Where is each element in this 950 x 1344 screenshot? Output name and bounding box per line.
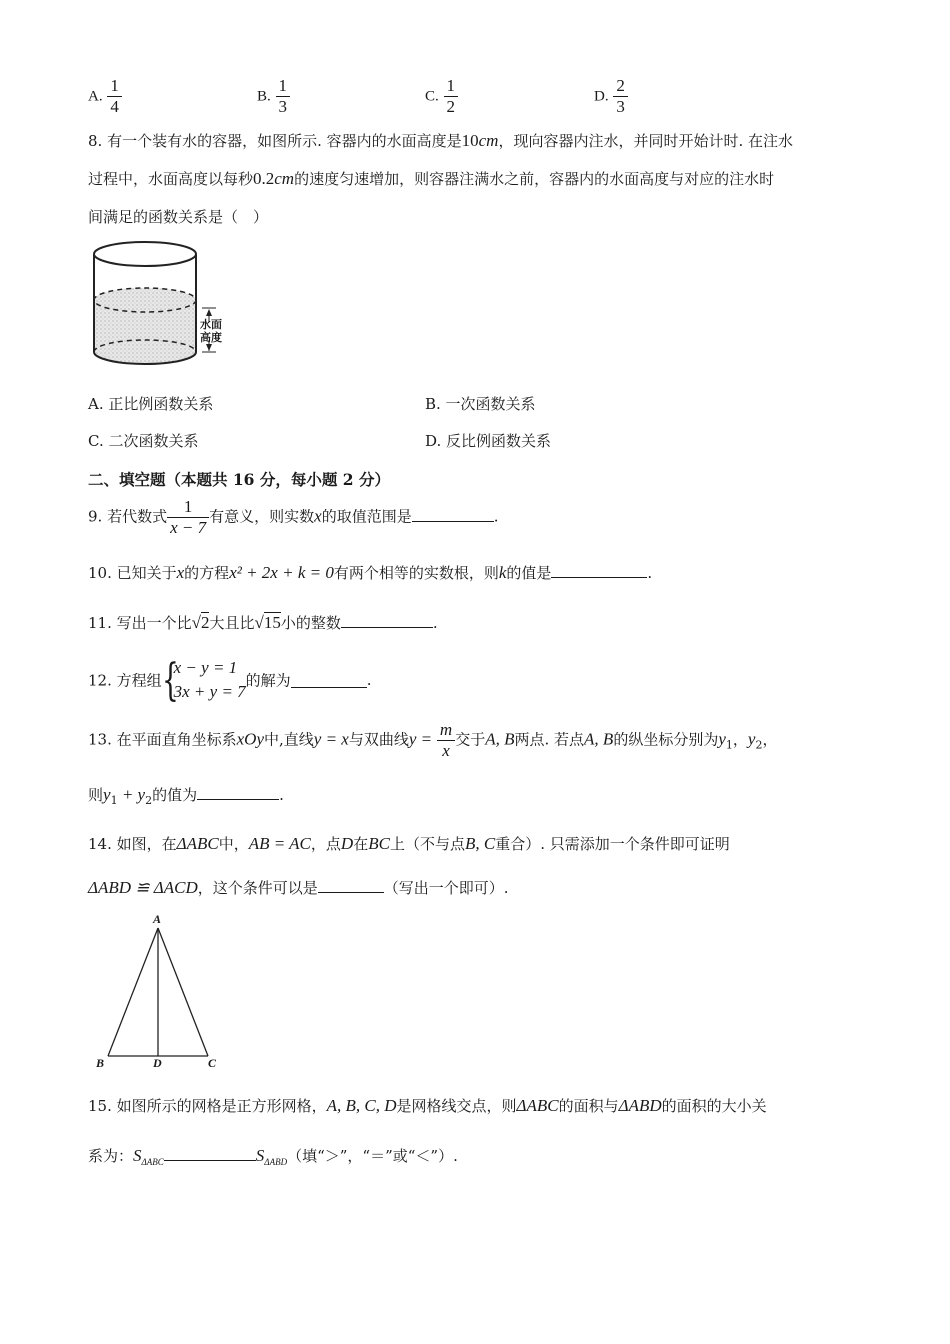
answer-blank[interactable] <box>551 563 647 578</box>
text: 的速度匀速增加，则容器注满水之前，容器内的水面高度与对应的注水时 <box>294 170 775 188</box>
container-figure <box>88 240 258 380</box>
unit: cm <box>478 131 499 150</box>
answer-blank[interactable] <box>341 613 433 628</box>
variable: x <box>176 563 185 582</box>
equation: 3x + y = 7 <box>173 682 246 701</box>
text: 11. 写出一个比 <box>88 614 192 632</box>
text: （写出一个即可）. <box>383 879 509 897</box>
math: xOy <box>236 729 264 749</box>
math: ΔABC <box>516 1096 559 1115</box>
math: B, C <box>464 834 496 853</box>
text: （填“＞”，“＝”或“＜”）. <box>287 1147 458 1165</box>
text: 的取值范围是 <box>321 507 412 526</box>
q8-line-3: 间满足的函数关系是（ ） <box>88 208 269 226</box>
vertex-label-d: D <box>153 1056 162 1070</box>
value: 10 <box>461 131 479 150</box>
radicand: 2 <box>200 613 210 632</box>
math: ΔABC <box>176 834 219 853</box>
subscript: 1 <box>725 738 733 752</box>
math: A, B <box>584 729 614 749</box>
text: 15. 如图所示的网格是正方形网格， <box>88 1097 327 1115</box>
question-10: 10. 已知关于x的方程x² + 2x + k = 0有两个相等的实数根，则k的值是 . <box>88 563 653 582</box>
math: y <box>103 785 111 804</box>
q8-option-c: C. 二次函数关系 <box>88 432 199 450</box>
unit: cm <box>274 169 295 188</box>
label-line: 水面 <box>200 318 222 331</box>
text: 有意义，则实数 <box>209 507 315 526</box>
math: BC <box>368 834 390 853</box>
math: ΔABD <box>618 1096 662 1115</box>
fraction: $\frac{1}{x - 7}$ <box>167 497 209 538</box>
text: 14. 如图，在 <box>88 835 177 853</box>
text: 的值为 <box>152 786 198 804</box>
triangle-figure <box>90 912 230 1077</box>
answer-blank[interactable] <box>197 785 279 800</box>
text: ，点 <box>310 835 341 853</box>
math: D <box>340 834 354 853</box>
subscript: 1 <box>110 794 118 807</box>
math: ΔABD ≌ ΔACD <box>88 878 198 897</box>
question-9: 9. 若代数式 $\frac{1}{x - 7}$ 有意义，则实数x的取值范围是 . <box>88 497 499 537</box>
text: 交于 <box>455 730 486 749</box>
q8-option-d: D. 反比例函数关系 <box>425 432 552 450</box>
text: 重合）. 只需添加一个条件即可证明 <box>495 835 730 853</box>
q8-line-2 <box>88 168 774 189</box>
sqrt: √2 <box>191 613 210 632</box>
q8-option-a: A. 正比例函数关系 <box>88 395 214 413</box>
math: y <box>718 729 726 749</box>
fraction: $\frac{1}{4}$ <box>107 76 122 117</box>
answer-blank[interactable] <box>164 1146 256 1161</box>
q7-option-d <box>594 76 628 117</box>
question-13-line-1: 13. 在平面直角坐标系xOy中,直线y = x与双曲线y = $\frac{m}{x}$ 交于A, B两点. 若点A, B的纵坐标分别为$y_1$，$y_2$， <box>88 720 778 760</box>
math: y = x <box>313 729 349 749</box>
text: 的面积的大小关 <box>661 1097 767 1115</box>
q7-option-letter: C. <box>425 88 439 105</box>
text: 的面积与 <box>558 1097 619 1115</box>
text: ，现向容器内注水，并同时开始计时. 在注水 <box>498 132 793 150</box>
text: 则 <box>88 786 104 804</box>
value: 0.2 <box>253 169 275 188</box>
fraction: $\frac{2}{3}$ <box>613 76 628 117</box>
fraction: $\frac{1}{3}$ <box>276 76 291 117</box>
text: 9. 若代数式 <box>88 507 168 526</box>
math: y = <box>408 729 433 749</box>
fraction: $\frac{m}{x}$ <box>437 720 455 761</box>
math: AB = AC <box>248 834 311 853</box>
question-11: 11. 写出一个比√2大且比√15小的整数 . <box>88 613 438 632</box>
vertex-label-a: A <box>153 912 162 926</box>
math: y <box>747 729 756 749</box>
text: 中， <box>218 835 249 853</box>
equation: x² + 2x + k = 0 <box>229 563 334 582</box>
text: 大且比 <box>209 614 255 632</box>
subscript: ΔABD <box>264 1157 288 1167</box>
answer-blank[interactable] <box>412 507 494 522</box>
text: ，这个条件可以是 <box>197 879 318 897</box>
text: 过程中，水面高度以每秒 <box>88 170 254 188</box>
text: 系为： <box>88 1147 134 1165</box>
text: 的值是 <box>506 564 552 582</box>
text: 的方程 <box>184 564 230 582</box>
question-12: 12. 方程组 { x − y = 1 3x + y = 7 的解为 . <box>88 655 372 706</box>
vertex-label-c: C <box>208 1056 217 1070</box>
math: S <box>255 1146 265 1165</box>
question-14-line-2 <box>88 877 509 898</box>
q8-option-b: B. 一次函数关系 <box>425 395 536 413</box>
radicand: 15 <box>263 613 281 632</box>
sqrt: √15 <box>254 613 281 632</box>
text: 的纵坐标分别为 <box>613 730 719 749</box>
q7-option-letter: B. <box>257 88 271 105</box>
text: 8. 有一个装有水的容器，如图所示. 容器内的水面高度是 <box>88 132 462 150</box>
text: 两点. 若点 <box>514 730 585 749</box>
text: 有两个相等的实数根，则 <box>333 564 499 582</box>
q7-option-letter: D. <box>594 88 609 105</box>
question-14-line-1 <box>88 833 730 854</box>
triangle-diagram <box>90 912 230 1077</box>
fraction: $\frac{1}{2}$ <box>444 76 459 117</box>
container-diagram <box>88 240 258 380</box>
math: A, B, C, D <box>326 1096 397 1115</box>
text: 在 <box>353 835 369 853</box>
text: 小的整数 <box>280 614 341 632</box>
label-line: 高度 <box>200 331 222 344</box>
subscript: 2 <box>145 794 153 807</box>
text: 的解为 <box>245 671 291 690</box>
text: 10. 已知关于 <box>88 564 177 582</box>
equation: x − y = 1 <box>173 658 238 677</box>
q7-option-a <box>88 76 122 117</box>
math: S <box>133 1146 142 1165</box>
variable: k <box>498 563 507 582</box>
brace: { <box>161 655 179 706</box>
text: 12. 方程组 <box>88 671 162 690</box>
answer-blank[interactable] <box>318 878 384 893</box>
q7-option-c <box>425 76 458 117</box>
equation-system <box>162 656 246 704</box>
text: 是网格线交点，则 <box>396 1097 517 1115</box>
text: 中,直线 <box>264 730 314 749</box>
question-15-line-1 <box>88 1095 767 1116</box>
vertex-label-b: B <box>96 1056 105 1070</box>
math: A, B <box>485 729 515 749</box>
question-13-line-2: 则$y_1 + y_2$的值为 . <box>88 785 284 807</box>
text: 上（不与点 <box>389 835 465 853</box>
variable: x <box>314 506 322 526</box>
section-title: 二、填空题（本题共 16 分，每小题 2 分） <box>88 470 390 489</box>
answer-blank[interactable] <box>291 673 367 688</box>
text: 与双曲线 <box>348 730 409 749</box>
water-height-label <box>200 318 222 344</box>
q7-option-letter: A. <box>88 88 103 105</box>
question-15-line-2 <box>88 1145 458 1167</box>
subscript: ΔABC <box>141 1157 164 1167</box>
math: + y <box>117 785 146 804</box>
text: 13. 在平面直角坐标系 <box>88 730 237 749</box>
q7-option-b <box>257 76 290 117</box>
subscript: 2 <box>755 738 763 752</box>
q8-line-1 <box>88 130 793 151</box>
